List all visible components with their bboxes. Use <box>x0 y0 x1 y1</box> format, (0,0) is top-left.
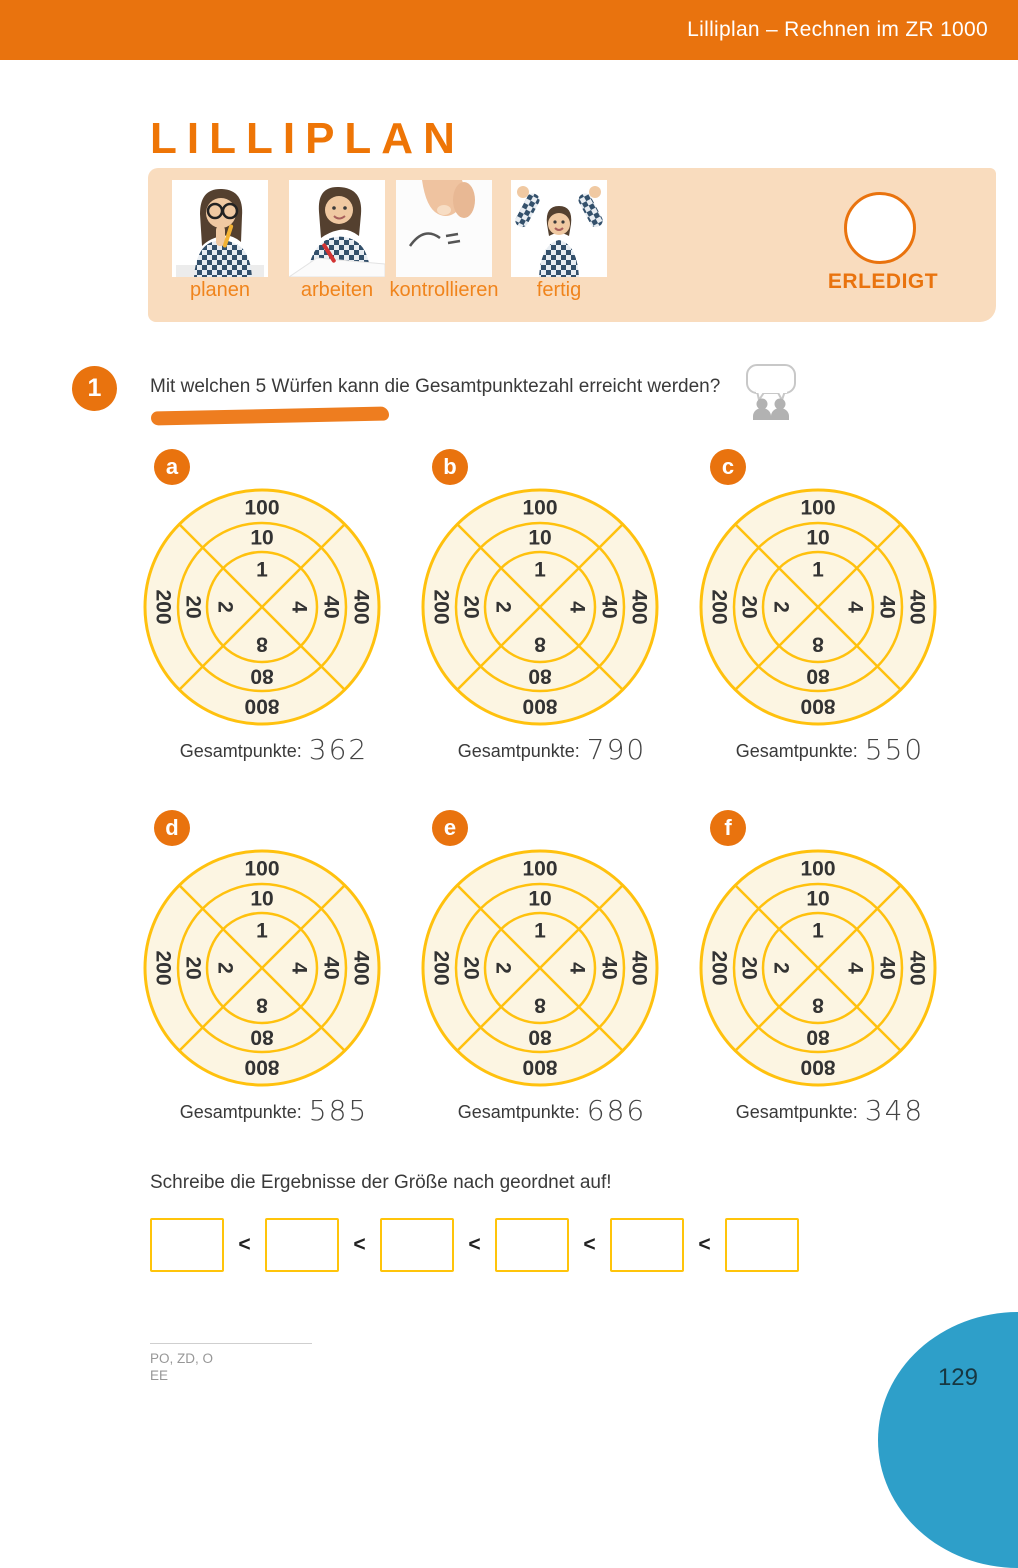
board-letter-badge: a <box>154 449 190 485</box>
svg-text:800: 800 <box>244 694 280 718</box>
points-wheel <box>698 848 938 1088</box>
board-letter-badge: b <box>432 449 468 485</box>
step-label-planen: planen <box>189 279 251 301</box>
board-cell <box>698 810 938 1129</box>
answer-box[interactable] <box>725 1218 799 1272</box>
svg-text:400: 400 <box>349 950 373 986</box>
child-cheering-photo <box>511 180 607 277</box>
footer-codes-line1: PO, ZD, O <box>150 1351 214 1366</box>
footer-codes-line2: EE <box>150 1368 169 1383</box>
board-cell <box>142 449 382 768</box>
partner-talk-icon <box>742 360 800 425</box>
answer-box[interactable] <box>495 1218 569 1272</box>
svg-text:2: 2 <box>213 962 237 974</box>
points-wheel <box>420 487 660 727</box>
step-label-arbeiten: arbeiten <box>300 279 374 301</box>
svg-text:80: 80 <box>250 664 274 688</box>
svg-text:100: 100 <box>800 496 836 520</box>
points-wheel <box>420 848 660 1088</box>
svg-text:1: 1 <box>534 558 546 582</box>
board-cell <box>420 810 660 1129</box>
svg-text:8: 8 <box>256 993 268 1017</box>
brand-title: LILLIPLAN <box>150 114 465 163</box>
points-wheel <box>142 848 382 1088</box>
less-than-sign: < <box>468 1233 481 1256</box>
points-total: 790 <box>586 733 647 766</box>
svg-text:1: 1 <box>812 558 824 582</box>
svg-text:200: 200 <box>151 950 175 986</box>
answer-box[interactable] <box>150 1218 224 1272</box>
points-label: Gesamtpunkte: <box>457 741 580 761</box>
svg-text:10: 10 <box>528 526 552 550</box>
points-wheel <box>698 487 938 727</box>
svg-text:10: 10 <box>806 887 830 911</box>
answer-box[interactable] <box>610 1218 684 1272</box>
points-line <box>710 1094 950 1129</box>
points-total: 585 <box>308 1094 369 1127</box>
points-label: Gesamtpunkte: <box>735 741 858 761</box>
svg-text:100: 100 <box>800 857 836 881</box>
points-line <box>154 733 394 768</box>
points-total: 362 <box>308 733 369 766</box>
svg-text:20: 20 <box>181 956 205 980</box>
svg-text:200: 200 <box>429 950 453 986</box>
svg-text:10: 10 <box>250 526 274 550</box>
svg-text:400: 400 <box>905 589 929 625</box>
points-label: Gesamtpunkte: <box>179 741 302 761</box>
svg-text:400: 400 <box>349 589 373 625</box>
svg-text:10: 10 <box>806 526 830 550</box>
svg-text:40: 40 <box>875 956 899 980</box>
board-letter-badge: c <box>710 449 746 485</box>
points-line <box>432 733 672 768</box>
child-writing-photo <box>289 180 385 277</box>
svg-text:20: 20 <box>459 595 483 619</box>
footer-divider <box>150 1343 312 1344</box>
points-total: 348 <box>864 1094 925 1127</box>
points-label: Gesamtpunkte: <box>735 1102 858 1122</box>
points-label: Gesamtpunkte: <box>457 1102 580 1122</box>
svg-text:200: 200 <box>707 589 731 625</box>
task-number-badge: 1 <box>72 366 117 411</box>
highlight-stroke <box>151 407 389 426</box>
svg-text:8: 8 <box>534 632 546 656</box>
child-thinking-photo <box>172 180 268 277</box>
points-total: 550 <box>864 733 925 766</box>
svg-text:10: 10 <box>250 887 274 911</box>
erledigt-label: ERLEDIGT <box>827 270 939 293</box>
hand-checking-photo <box>396 180 492 277</box>
board-cell <box>420 449 660 768</box>
svg-text:20: 20 <box>459 956 483 980</box>
svg-text:100: 100 <box>244 857 280 881</box>
svg-text:4: 4 <box>843 962 867 974</box>
svg-text:40: 40 <box>875 595 899 619</box>
ordering-row <box>150 1218 799 1272</box>
boards-grid <box>142 449 938 1129</box>
footer-codes <box>150 1350 213 1384</box>
svg-text:1: 1 <box>812 919 824 943</box>
svg-text:8: 8 <box>256 632 268 656</box>
svg-text:8: 8 <box>534 993 546 1017</box>
points-line <box>154 1094 394 1129</box>
less-than-sign: < <box>698 1233 711 1256</box>
points-line <box>432 1094 672 1129</box>
svg-text:200: 200 <box>429 589 453 625</box>
answer-box[interactable] <box>380 1218 454 1272</box>
board-cell <box>142 810 382 1129</box>
svg-text:20: 20 <box>737 956 761 980</box>
svg-text:2: 2 <box>769 962 793 974</box>
svg-text:80: 80 <box>806 664 830 688</box>
svg-text:40: 40 <box>319 956 343 980</box>
svg-text:2: 2 <box>213 601 237 613</box>
svg-text:800: 800 <box>522 1055 558 1079</box>
board-letter-badge: f <box>710 810 746 846</box>
less-than-sign: < <box>353 1233 366 1256</box>
svg-text:800: 800 <box>244 1055 280 1079</box>
svg-text:4: 4 <box>565 962 589 974</box>
svg-text:80: 80 <box>528 664 552 688</box>
svg-text:100: 100 <box>522 857 558 881</box>
svg-text:8: 8 <box>812 632 824 656</box>
svg-text:40: 40 <box>597 956 621 980</box>
svg-text:80: 80 <box>528 1025 552 1049</box>
svg-text:80: 80 <box>250 1025 274 1049</box>
svg-text:100: 100 <box>522 496 558 520</box>
svg-text:800: 800 <box>522 694 558 718</box>
svg-text:4: 4 <box>287 962 311 974</box>
svg-text:2: 2 <box>769 601 793 613</box>
board-cell <box>698 449 938 768</box>
svg-text:800: 800 <box>800 694 836 718</box>
svg-text:20: 20 <box>737 595 761 619</box>
svg-text:400: 400 <box>627 950 651 986</box>
svg-text:1: 1 <box>256 919 268 943</box>
points-total: 686 <box>586 1094 647 1127</box>
page-header-title: Lilliplan – Rechnen im ZR 1000 <box>687 18 988 41</box>
ordering-instruction: Schreibe die Ergebnisse der Größe nach geordnet auf! <box>150 1172 612 1193</box>
points-label: Gesamtpunkte: <box>179 1102 302 1122</box>
svg-text:1: 1 <box>256 558 268 582</box>
svg-text:40: 40 <box>319 595 343 619</box>
svg-text:100: 100 <box>244 496 280 520</box>
board-letter-badge: e <box>432 810 468 846</box>
svg-text:4: 4 <box>565 601 589 613</box>
answer-box[interactable] <box>265 1218 339 1272</box>
points-line <box>710 733 950 768</box>
svg-text:4: 4 <box>843 601 867 613</box>
svg-text:400: 400 <box>905 950 929 986</box>
svg-text:40: 40 <box>597 595 621 619</box>
svg-text:2: 2 <box>491 601 515 613</box>
page-header-bar <box>0 0 1018 60</box>
step-label-kontrollieren: kontrollieren <box>389 279 499 301</box>
less-than-sign: < <box>238 1233 251 1256</box>
svg-text:10: 10 <box>528 887 552 911</box>
board-letter-badge: d <box>154 810 190 846</box>
svg-text:80: 80 <box>806 1025 830 1049</box>
less-than-sign: < <box>583 1233 596 1256</box>
points-wheel <box>142 487 382 727</box>
svg-text:400: 400 <box>627 589 651 625</box>
task-question: Mit welchen 5 Würfen kann die Gesamtpunktezahl erreicht werden? <box>150 376 721 397</box>
erledigt-checkoff-circle[interactable] <box>844 192 916 264</box>
process-banner <box>148 168 996 322</box>
svg-text:4: 4 <box>287 601 311 613</box>
svg-text:1: 1 <box>534 919 546 943</box>
svg-text:20: 20 <box>181 595 205 619</box>
svg-text:200: 200 <box>151 589 175 625</box>
svg-text:8: 8 <box>812 993 824 1017</box>
page-corner-shape <box>878 1312 1018 1568</box>
svg-text:800: 800 <box>800 1055 836 1079</box>
svg-text:200: 200 <box>707 950 731 986</box>
svg-text:2: 2 <box>491 962 515 974</box>
page-number: 129 <box>937 1364 978 1391</box>
step-label-fertig: fertig <box>536 279 582 301</box>
